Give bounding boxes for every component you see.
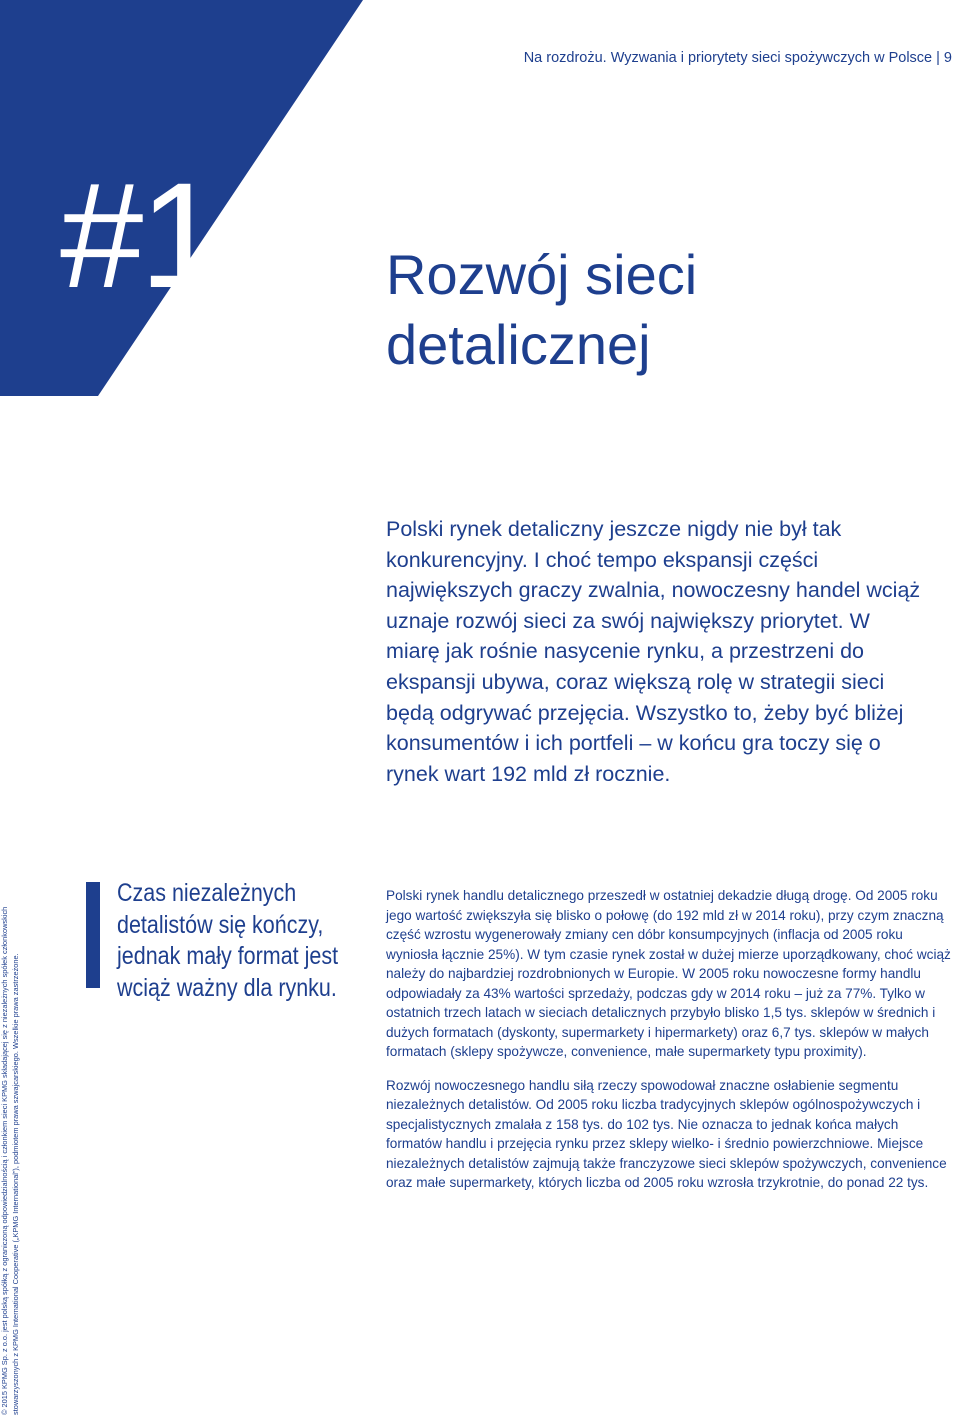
section-title-line1: Rozwój sieci xyxy=(386,243,698,306)
legal-notice-line2: stowarzyszonych z KPMG International Cooperative („KPMG International”), podmiotem prawa szwajcarskiego. Wszelkie prawa zastrzeżone. xyxy=(10,953,20,1415)
section-title xyxy=(386,240,886,380)
lead-paragraph: Polski rynek detaliczny jeszcze nigdy nie był tak konkurencyjny. I choć tempo ekspansji części największych graczy zwalnia, nowoczesny handel wciąż uznaje rozwój sieci za swój największy priorytet. W miarę jak rośnie nasycenie rynku, a przestrzeni do ekspansji ubywa, coraz większą rolę w strategii sieci będą odgrywać przejęcia. Wszystko to, żeby być bliżej konsumentów i ich portfeli – w końcu gra toczy się o rynek wart 192 mld zł rocznie. xyxy=(386,517,921,786)
legal-notice-line1: © 2015 KPMG Sp. z o.o. jest polską spółką z ograniczoną odpowiedzialnością i członkiem sieci KPMG składającej się z niezależnych spółek członkowskich xyxy=(0,906,9,1415)
body-paragraph-1: Polski rynek handlu detalicznego przeszedł w ostatniej dekadzie długą drogę. Od 2005 roku jego wartość zwiększyła się blisko o połowę (do 192 mld zł w 2014 roku), przy czym znaczną część wzrostu wygenerowały zmiany cen dóbr konsumpcyjnych (inflacja od 2005 roku wyniosła łącznie 25%). W tym czasie rynek został w dużej mierze uporządkowany, choć wciąż należy do najbardziej rozdrobnionych w Europie. W 2005 roku nowoczesne formy handlu odpowiadały za 43% wartości sprzedaży, podczas gdy w 2014 roku – już za 77%. Tylko w ostatnich trzech latach w sieciach detalicznych przybyło blisko 1,5 tys. sklepów w średnich i dużych formatach (dyskonty, supermarkety i hipermarkety) oraz 6,7 tys. sklepów w małych formatach (sklepy spożywcze, convenience, małe supermarkety typu proximity). xyxy=(386,888,951,1059)
section-title-line2: detalicznej xyxy=(386,313,651,376)
running-header: Na rozdrożu. Wyzwania i priorytety sieci spożywczych w Polsce | 9 xyxy=(523,50,952,66)
body-paragraph-2: Rozwój nowoczesnego handlu siłą rzeczy spowodował znaczne osłabienie segmentu niezależnych detalistów. Od 2005 roku liczba tradycyjnych sklepów ogólnospożywczych i specjalistycznych zmalała z 158 tys. do 102 tys. Nie oznacza to jednak końca małych formatów handlu i przejęcia rynku przez sklepy wielko- i średnio powierzchniowe. Miejsce niezależnych detalistów zajmują także franczyzowe sieci sklepów spożywczych, convenience oraz małe supermarkety, których liczba od 2005 roku wzrosła trzykrotnie, do ponad 22 tys. xyxy=(386,1077,947,1190)
pull-quote: Czas niezależnych detalistów się kończy, jednak mały format jest wciąż ważny dla rynku. xyxy=(117,879,339,1002)
legal-notice xyxy=(0,870,21,1415)
section-number: #1 xyxy=(60,151,219,319)
body-text xyxy=(386,886,956,1207)
pull-quote-bar xyxy=(86,882,100,988)
